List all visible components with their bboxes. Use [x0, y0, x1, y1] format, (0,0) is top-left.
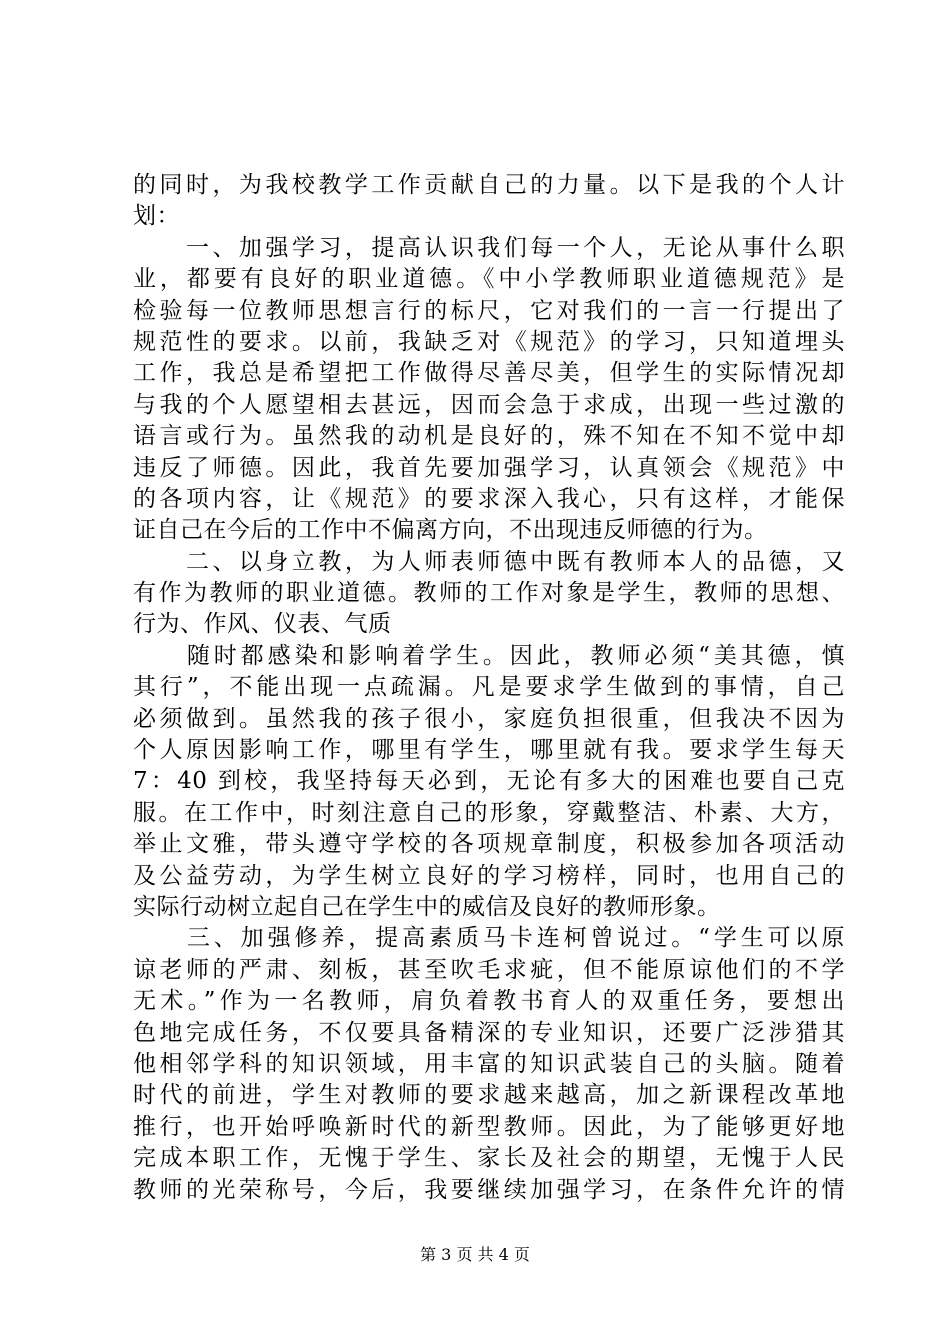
text-line: 7：40 到校，我坚持每天必到，无论有多大的困难也要自己克 — [133, 768, 845, 795]
text-line: 色地完成任务，不仅要具备精深的专业知识，还要广泛涉猎其 — [133, 1019, 845, 1046]
text-line: 谅老师的严肃、刻板，甚至吹毛求疵，但不能原谅他们的不学 — [133, 956, 845, 983]
text-line: 教师的光荣称号，今后，我要继续加强学习，在条件允许的情 — [133, 1176, 845, 1203]
text-line: 与我的个人愿望相去甚远，因而会急于求成，出现一些过激的 — [133, 391, 845, 418]
text-line: 违反了师德。因此，我首先要加强学习，认真领会《规范》中 — [133, 454, 845, 481]
text-line: 工作，我总是希望把工作做得尽善尽美，但学生的实际情况却 — [133, 360, 845, 387]
text-line: 其行”，不能出现一点疏漏。凡是要求学生做到的事情，自己 — [133, 674, 845, 701]
text-line: 服。在工作中，时刻注意自己的形象，穿戴整洁、朴素、大方， — [133, 799, 845, 826]
text-line: 的同时，为我校教学工作贡献自己的力量。以下是我的个人计 — [133, 172, 845, 198]
text-line: 无术。”作为一名教师，肩负着教书育人的双重任务，要想出 — [133, 988, 845, 1015]
text-line: 随时都感染和影响着学生。因此，教师必须“美其德，慎 — [133, 642, 845, 669]
text-line: 他相邻学科的知识领域，用丰富的知识武装自己的头脑。随着 — [133, 1050, 845, 1077]
text-line: 的各项内容，让《规范》的要求深入我心，只有这样，才能保 — [133, 485, 845, 512]
text-line: 举止文雅，带头遵守学校的各项规章制度，积极参加各项活动 — [133, 831, 845, 858]
text-line: 推行，也开始呼唤新时代的新型教师。因此，为了能够更好地 — [133, 1113, 845, 1140]
text-line: 必须做到。虽然我的孩子很小，家庭负担很重，但我决不因为 — [133, 705, 845, 732]
text-line: 证自己在今后的工作中不偏离方向，不出现违反师德的行为。 — [133, 517, 768, 544]
text-line: 业，都要有良好的职业道德。《中小学教师职业道德规范》是 — [133, 266, 845, 293]
text-line: 语言或行为。虽然我的动机是良好的，殊不知在不知不觉中却 — [133, 423, 845, 450]
text-line: 划： — [133, 203, 180, 230]
text-line: 规范性的要求。以前，我缺乏对《规范》的学习，只知道埋头 — [133, 328, 845, 355]
text-line: 一、加强学习，提高认识我们每一个人，无论从事什么职 — [133, 234, 845, 261]
page-footer: 第 3 页 共 4 页 — [420, 1245, 530, 1264]
body-text — [133, 170, 845, 1206]
text-line: 行为、作风、仪表、气质 — [133, 611, 392, 638]
text-line: 完成本职工作，无愧于学生、家长及社会的期望，无愧于人民 — [133, 1145, 845, 1172]
text-line: 及公益劳动，为学生树立良好的学习榜样，同时，也用自己的 — [133, 862, 845, 889]
text-line: 个人原因影响工作，哪里有学生，哪里就有我。要求学生每天 — [133, 737, 845, 764]
text-line: 实际行动树立起自己在学生中的威信及良好的教师形象。 — [133, 893, 721, 920]
text-line: 三、加强修养，提高素质马卡连柯曾说过。“学生可以原 — [133, 925, 845, 952]
text-line: 有作为教师的职业道德。教师的工作对象是学生，教师的思想、 — [133, 580, 845, 607]
text-line: 检验每一位教师思想言行的标尺，它对我们的一言一行提出了 — [133, 297, 845, 324]
text-line: 时代的前进，学生对教师的要求越来越高，加之新课程改革地 — [133, 1082, 845, 1109]
text-line: 二、以身立教，为人师表师德中既有教师本人的品德，又 — [133, 548, 845, 575]
